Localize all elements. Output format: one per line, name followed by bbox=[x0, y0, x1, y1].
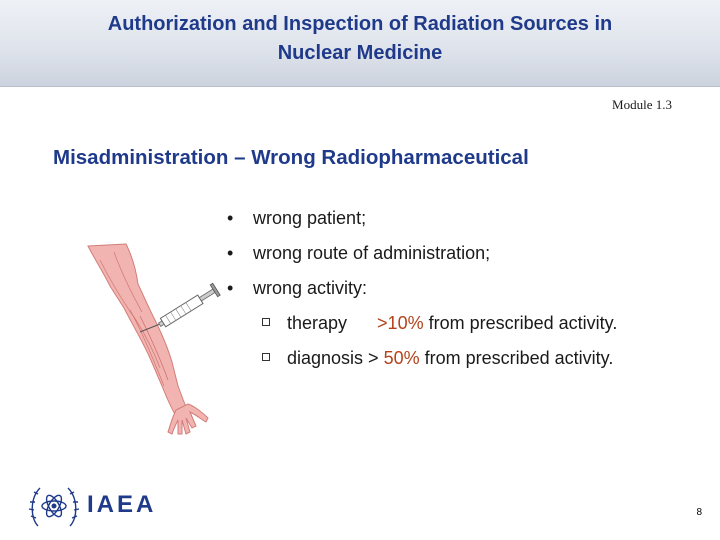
sub-item-label: diagnosis > bbox=[287, 348, 379, 368]
bullet-marker: • bbox=[227, 278, 234, 298]
bullet-marker: • bbox=[227, 243, 234, 263]
presentation-title: Authorization and Inspection of Radiation Sources in Nuclear Medicine bbox=[107, 13, 613, 64]
square-bullet-icon bbox=[262, 318, 270, 326]
sub-item-diagnosis bbox=[262, 348, 613, 369]
bullet-text: wrong activity: bbox=[253, 278, 368, 298]
page-number: 8 bbox=[696, 507, 702, 518]
bullet-marker: • bbox=[227, 208, 234, 228]
sub-item-label: therapy bbox=[287, 313, 348, 333]
bullet-wrong-route bbox=[227, 243, 490, 264]
arm-with-syringe-icon bbox=[80, 240, 280, 440]
square-bullet-icon bbox=[262, 353, 270, 361]
bullet-text: wrong route of administration; bbox=[253, 243, 491, 263]
sub-item-threshold: 50% bbox=[378, 348, 420, 368]
iaea-logo-icon bbox=[28, 482, 80, 532]
module-label: Module 1.3 bbox=[612, 97, 672, 112]
sub-item-rest: from prescribed activity. bbox=[423, 313, 618, 333]
slide-title: Misadministration – Wrong Radiopharmaceutical bbox=[53, 146, 529, 169]
bullet-text: wrong patient; bbox=[253, 208, 367, 228]
bullet-wrong-patient bbox=[227, 208, 366, 229]
logo-text: IAEA bbox=[87, 491, 157, 518]
sub-item-therapy bbox=[262, 313, 617, 334]
sub-item-rest: from prescribed activity. bbox=[419, 348, 614, 368]
sub-item-threshold: >10% bbox=[377, 313, 424, 333]
bullet-wrong-activity bbox=[227, 278, 367, 299]
